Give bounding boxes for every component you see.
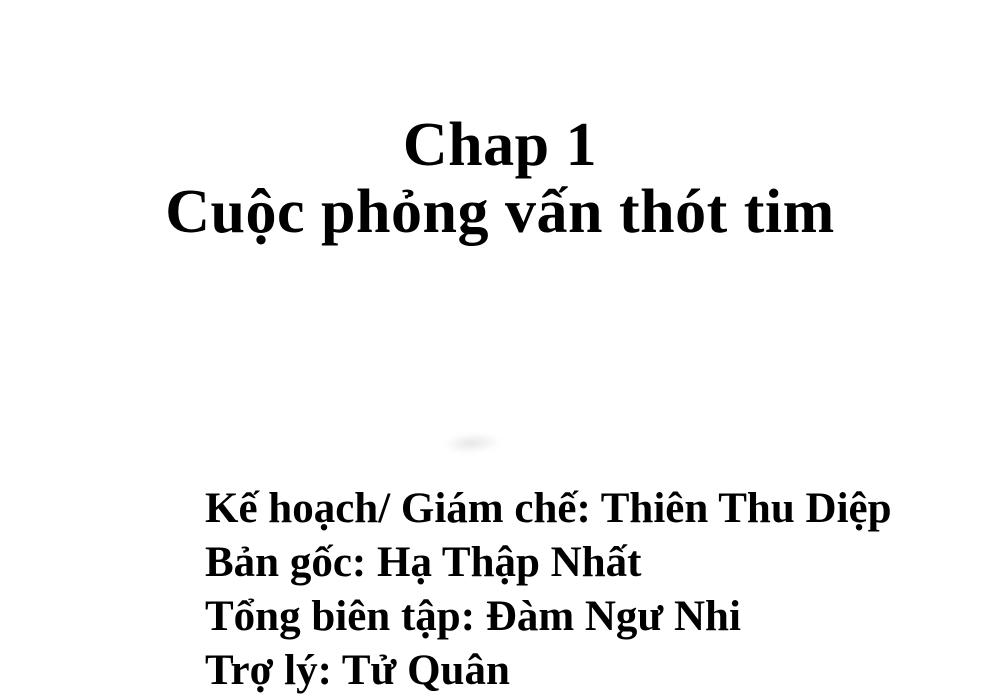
- credits-block: [205, 482, 892, 694]
- credit-line-assistant: Trợ lý: Tử Quân: [205, 647, 510, 694]
- credit-line-editor: Tổng biên tập: Đàm Ngư Nhi: [205, 593, 741, 640]
- faint-smudge: [442, 431, 501, 455]
- credit-line-planner: Kế hoạch/ Giám chế: Thiên Thu Diệp: [205, 485, 892, 532]
- chapter-name: Cuộc phỏng vấn thót tim: [165, 178, 835, 246]
- chapter-title-block: [0, 112, 1000, 246]
- chapter-number: Chap 1: [402, 111, 598, 179]
- credit-line-original: Bản gốc: Hạ Thập Nhất: [205, 539, 642, 586]
